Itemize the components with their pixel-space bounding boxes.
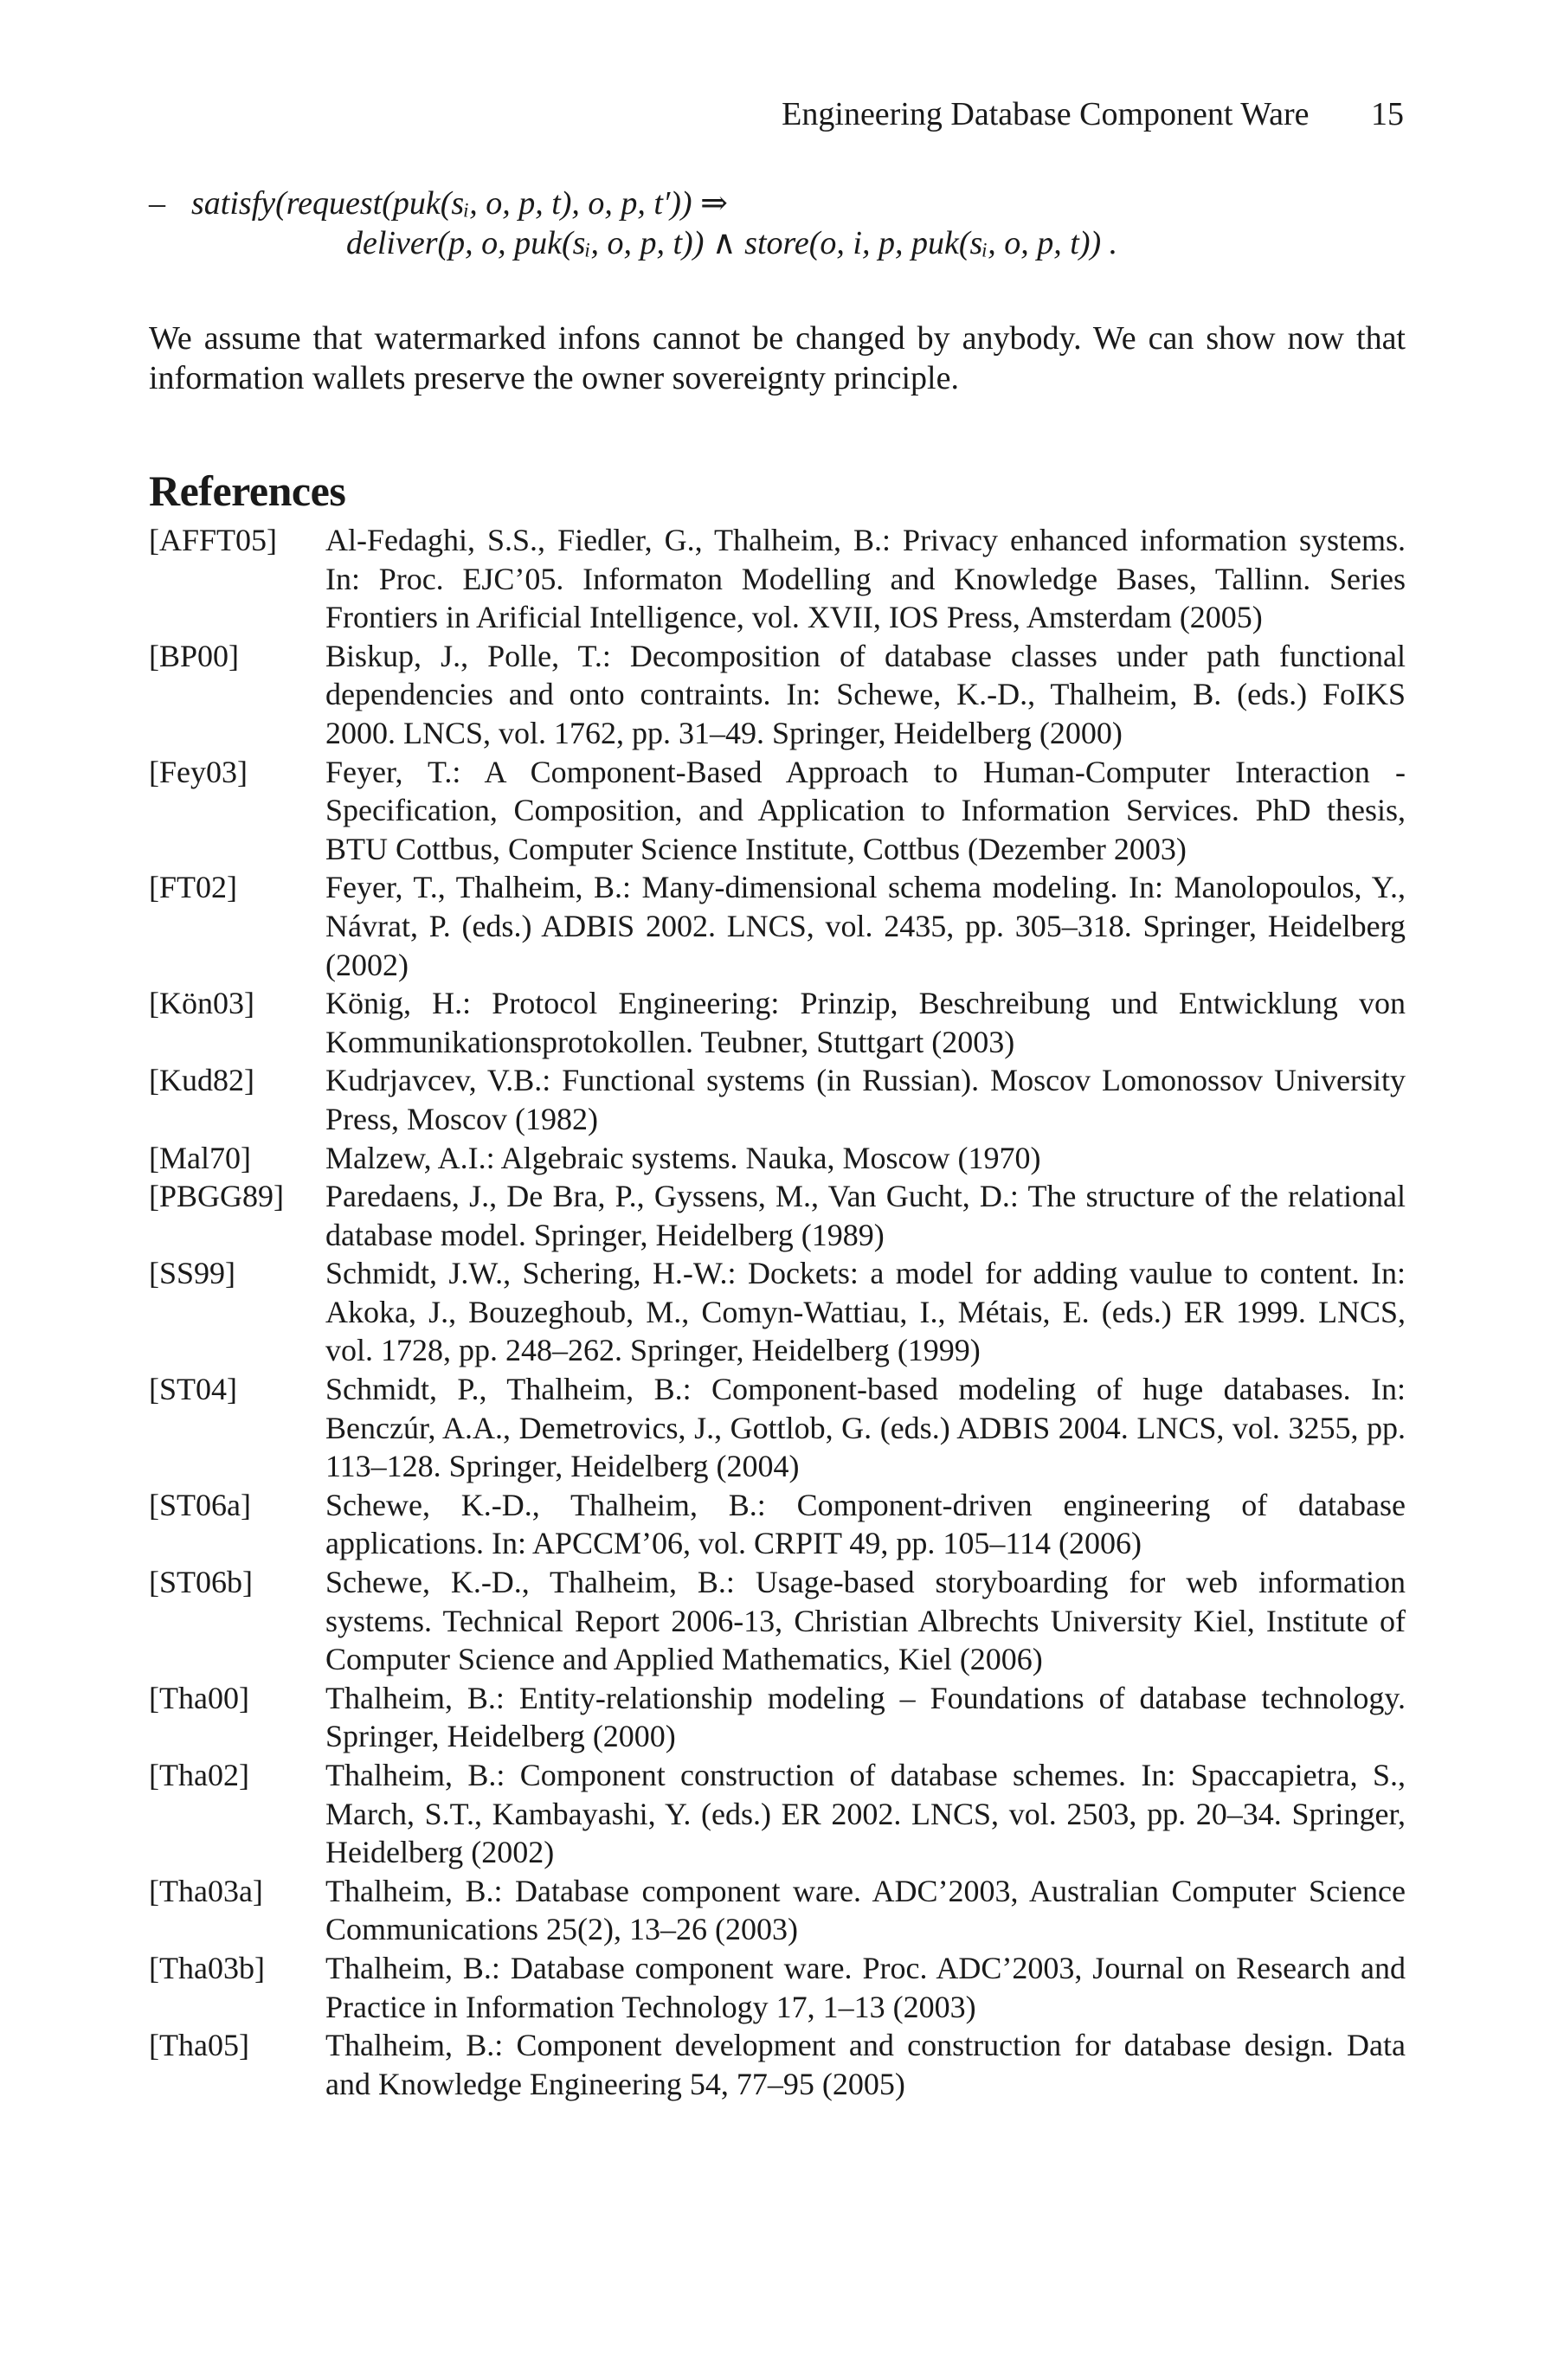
body-paragraph: We assume that watermarked infons cannot be changed by anybody. We can show now that information wallets preserve the owner sovereignty principle.: [149, 320, 1406, 396]
reference-key: [Kud82]: [149, 1063, 254, 1098]
reference-entry: [149, 521, 1406, 637]
reference-text: Thalheim, B.: Database component ware. ADC’2003, Australian Computer Science Communications 25(2), 13–26 (2003): [325, 1873, 1406, 1947]
reference-entry: [149, 637, 1406, 753]
reference-key: [Fey03]: [149, 754, 248, 789]
reference-entry: [149, 1177, 1406, 1254]
reference-text: Thalheim, B.: Database component ware. Proc. ADC’2003, Journal on Research and Practice in Information Technology 17, 1–13 (2003): [325, 1950, 1406, 2024]
reference-text: Feyer, T., Thalheim, B.: Many-dimensional schema modeling. In: Manolopoulos, Y., Návrat, P. (eds.) ADBIS 2002. LNCS, vol. 2435, pp. 305–318. Springer, Heidelberg (2002): [325, 870, 1406, 982]
reference-entry: [149, 984, 1406, 1061]
formula-bullet: –: [149, 185, 165, 222]
reference-key: [FT02]: [149, 870, 237, 905]
reference-text: Paredaens, J., De Bra, P., Gyssens, M., Van Gucht, D.: The structure of the relational database model. Springer, Heidelberg (1989): [325, 1179, 1406, 1252]
reference-text: Schewe, K.-D., Thalheim, B.: Component-driven engineering of database applications. In: APCCM’06, vol. CRPIT 49, pp. 105–114 (2006): [325, 1487, 1406, 1561]
reference-entry: [149, 2026, 1406, 2103]
reference-entry: [149, 753, 1406, 869]
reference-text: Thalheim, B.: Component development and construction for database design. Data and Knowledge Engineering 54, 77–95 (2005): [325, 2028, 1406, 2101]
reference-text: Al-Fedaghi, S.S., Fiedler, G., Thalheim, B.: Privacy enhanced information systems. In: Proc. EJC’05. Informaton Modelling and Knowledge Bases, Tallinn. Series Frontiers in Arificial Intelligence, vol. XVII, IOS Press, Amsterdam (2005): [325, 523, 1406, 635]
reference-key: [Tha00]: [149, 1680, 249, 1715]
reference-entry: [149, 1756, 1406, 1872]
reference-key: [Tha03a]: [149, 1873, 263, 1908]
reference-text: Thalheim, B.: Entity-relationship modeling – Foundations of database technology. Springer, Heidelberg (2000): [325, 1680, 1406, 1754]
reference-key: [SS99]: [149, 1256, 236, 1291]
reference-key: [Tha02]: [149, 1758, 249, 1792]
reference-text: König, H.: Protocol Engineering: Prinzip, Beschreibung und Entwicklung von Kommunikationsprotokollen. Teubner, Stuttgart (2003): [325, 986, 1406, 1059]
reference-entry: [149, 1061, 1406, 1138]
reference-entry: [149, 1370, 1406, 1486]
reference-entry: [149, 1679, 1406, 1756]
reference-text: Kudrjavcev, V.B.: Functional systems (in Russian). Moscov Lomonossov University Press, Moscov (1982): [325, 1063, 1406, 1136]
reference-entry: [149, 1486, 1406, 1563]
reference-key: [AFFT05]: [149, 523, 278, 557]
reference-text: Schmidt, J.W., Schering, H.-W.: Dockets: a model for adding vaulue to content. In: Akoka, J., Bouzeghoub, M., Comyn-Wattiau, I., Métais, E. (eds.) ER 1999. LNCS, vol. 1728, pp. 248–262. Springer, Heidelberg (1999): [325, 1256, 1406, 1368]
reference-text: Schmidt, P., Thalheim, B.: Component-based modeling of huge databases. In: Benczúr, A.A., Demetrovics, J., Gottlob, G. (eds.) ADBIS 2004. LNCS, vol. 3255, pp. 113–128. Springer, Heidelberg (2004): [325, 1372, 1406, 1484]
reference-entry: [149, 1139, 1406, 1178]
reference-text: Schewe, K.-D., Thalheim, B.: Usage-based storyboarding for web information systems. Technical Report 2006-13, Christian Albrechts University Kiel, Institute of Computer Science and Applied Mathematics, Kiel (2006): [325, 1565, 1406, 1677]
formula-line-2: deliver(p, o, puk(sᵢ, o, p, t)) ∧ store(o, i, p, puk(sᵢ, o, p, t)) .: [346, 225, 1118, 261]
reference-key: [BP00]: [149, 638, 240, 673]
references-heading: References: [149, 466, 346, 515]
reference-text: Feyer, T.: A Component-Based Approach to Human-Computer Interaction - Specification, Composition, and Application to Information Services. PhD thesis, BTU Cottbus, Computer Science Institute, Cottbus (Dezember 2003): [325, 754, 1406, 866]
page-number: 15: [1371, 96, 1404, 132]
reference-text: Biskup, J., Polle, T.: Decomposition of database classes under path functional dependencies and onto contraints. In: Schewe, K.-D., Thalheim, B. (eds.) FoIKS 2000. LNCS, vol. 1762, pp. 31–49. Springer, Heidelberg (2000): [325, 638, 1406, 750]
formula-line-1: [149, 183, 728, 222]
reference-key: [ST04]: [149, 1372, 237, 1407]
reference-key: [Kön03]: [149, 986, 254, 1021]
reference-entry: [149, 1563, 1406, 1679]
reference-entry: [149, 1254, 1406, 1370]
reference-list: [149, 521, 1406, 2103]
running-head-title: Engineering Database Component Ware: [782, 96, 1310, 132]
reference-key: [Mal70]: [149, 1140, 251, 1175]
reference-text: Thalheim, B.: Component construction of database schemes. In: Spaccapietra, S., March, S.T., Kambayashi, Y. (eds.) ER 2002. LNCS, vol. 2503, pp. 20–34. Springer, Heidelberg (2002): [325, 1758, 1406, 1870]
reference-entry: [149, 868, 1406, 984]
reference-key: [Tha05]: [149, 2028, 249, 2063]
formula-text-1: satisfy(request(puk(sᵢ, o, p, t), o, p, t′)) ⇒: [191, 185, 728, 222]
reference-entry: [149, 1872, 1406, 1949]
reference-key: [ST06a]: [149, 1487, 251, 1522]
running-head: [782, 95, 1404, 133]
reference-text: Malzew, A.I.: Algebraic systems. Nauka, Moscow (1970): [325, 1140, 1041, 1175]
reference-entry: [149, 1949, 1406, 2026]
reference-key: [Tha03b]: [149, 1950, 265, 1985]
reference-key: [PBGG89]: [149, 1179, 285, 1214]
reference-key: [ST06b]: [149, 1565, 253, 1600]
